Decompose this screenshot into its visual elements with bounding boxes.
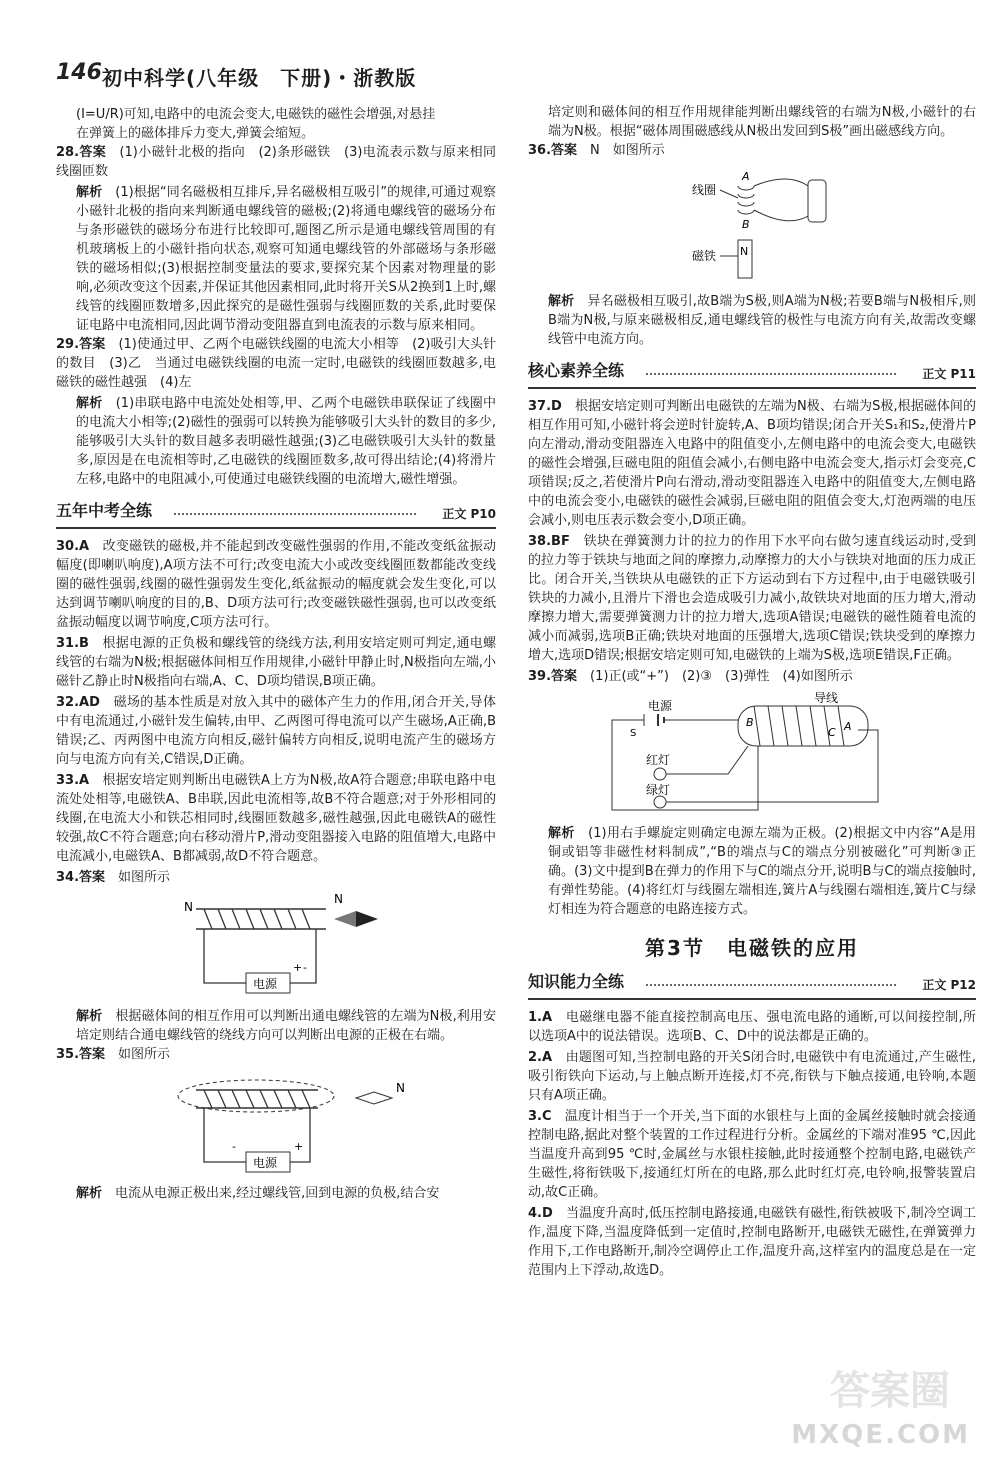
wire-red-lamp [666, 746, 748, 774]
sign-minus: - [303, 961, 307, 974]
answer-number: 39.答案 [528, 669, 578, 684]
wire-right [290, 1108, 310, 1162]
label-green-lamp: 绿灯 [646, 783, 671, 797]
label-wire: 导线 [814, 691, 839, 705]
page-number: 146 [56, 60, 102, 85]
coil-windings [204, 909, 310, 929]
analysis-36 [528, 292, 976, 349]
wire-left [204, 1108, 246, 1162]
sign-plus: + [293, 961, 303, 974]
analysis-label: 解析 [76, 1186, 103, 1201]
analysis-text: 根据磁体间的相互作用可以判断出通电螺线管的左端为N极,利用安培定则结合通电螺线管的绕线方向可以判断出电源的正极在右端。 [76, 1009, 496, 1043]
analysis-label: 解析 [548, 826, 575, 841]
answer-28 [56, 143, 510, 181]
needle-right-half [356, 911, 378, 927]
answer-k2 [528, 1048, 976, 1105]
sign-plus: + [294, 1140, 304, 1153]
section-header-hexin [528, 357, 976, 389]
answer-text: 铁块在弹簧测力计的拉力的作用下水平向右做匀速直线运动时,受到的拉力等于铁块与地面之间的摩擦力,动摩擦力的大小与铁块对地面的压力成正比。闭合开关,当铁块从电磁铁的正下方运动到右下方过程中,由于电磁铁吸引铁块的力减小,且滑片下滑也会造成吸引力减小,故铁块对地面的压力增大,滑动摩擦力增大,需要弹簧测力计的拉力增大,选项A错误;电磁铁的磁性随着电流的减小而减弱,选项B正确;铁块对地面的压强增大,选项C错误;铁块受到的摩擦力增大,选项D错误;根据安培定则可知,电磁铁的上端为S极,选项E错误,F正确。 [528, 534, 976, 663]
answer-37 [528, 397, 976, 530]
section-title: 五年中考全练 [56, 501, 158, 520]
analysis-29 [56, 394, 496, 489]
section-page-ref: 正文 P12 [922, 978, 976, 992]
label-a: A [844, 720, 852, 733]
figure-34-solenoid [56, 891, 496, 1003]
field-line [178, 1080, 334, 1112]
section-dots [646, 984, 896, 986]
section-header-zhongkao [56, 497, 496, 529]
right-column [528, 103, 976, 1282]
analysis-text: 电流从电源正极出来,经过螺线管,回到电源的负极,结合安 [115, 1186, 440, 1201]
label-magnet: 磁铁 [692, 249, 717, 263]
wire-top [754, 179, 808, 186]
answer-k3 [528, 1107, 976, 1202]
intro-line-2: 在弹簧上的磁体排斥力变大,弹簧会缩短。 [76, 126, 315, 141]
answer-k4 [528, 1204, 976, 1280]
answer-text: 当温度升高时,低压控制电路接通,电磁铁有磁性,衔铁被吸下,制冷空调工作,温度下降,当温度降低到一定值时,控制电路断开,电磁铁无磁性,在弹簧弹力作用下,工作电路断开,制冷空调停止工作,温度升高,这样室内的温度总是在一定范围内上下浮动,故选D。 [528, 1206, 976, 1278]
section-title: 核心素养全练 [528, 361, 630, 380]
needle-left-half [334, 911, 356, 927]
analysis-28 [56, 183, 496, 335]
section-title: 知识能力全练 [528, 972, 630, 991]
answer-number: 4.D [528, 1206, 553, 1221]
figure-39-circuit [528, 690, 976, 820]
section-dots [646, 373, 896, 375]
answer-38 [528, 532, 976, 665]
answer-text: 如图所示 [118, 870, 171, 885]
answer-number: 28.答案 [56, 145, 107, 160]
figure-36-coil-magnet [528, 164, 976, 288]
section-header-zhishi [528, 968, 976, 1000]
watermark-logo: 答案圈 [830, 1368, 950, 1414]
label-b: B [742, 218, 750, 231]
wire-left [204, 929, 246, 983]
answer-30 [56, 537, 496, 632]
analysis-label: 解析 [76, 185, 103, 200]
answer-text: 根据安培定则可判断出电磁铁的左端为N极、右端为S极,根据磁体间的相互作用可知,小磁针将会逆时针旋转,A、B项均错误;闭合开关S₁和S₂,使滑片P向左滑动,滑动变阻器连入电路中的阻值变小,左侧电路中的电流会变大,电磁铁的磁性会增强,巨磁电阻的阻值会减小,右侧电路中电流会变大,指示灯会变亮,C项错误;反之,若使滑片P向右滑动,滑动变阻器连入电路中的阻值变大,左侧电路中的电流会变小,电磁铁的磁性会减弱,巨磁电阻的阻值会变大,灯泡两端的电压会减小,则电压表示数会变小,D项正确。 [528, 399, 976, 528]
answer-31 [56, 634, 496, 691]
answer-29 [56, 335, 496, 392]
answer-number: 38.BF [528, 534, 570, 549]
analysis-label: 解析 [548, 294, 575, 309]
answer-text: 如图所示 [118, 1047, 171, 1062]
analysis-label: 解析 [76, 396, 103, 411]
power-source-label: 电源 [253, 1156, 278, 1170]
sign-minus: - [232, 1140, 236, 1153]
label-n: N [740, 245, 749, 258]
analysis-text: (1)串联电路中电流处处相等,甲、乙两个电磁铁串联保证了线圈中的电流大小相等;(2)磁性的强弱可以转换为能够吸引大头针的数目的多少,能够吸引大头针的数目越多表明磁性越强;(3)乙电磁铁吸引大头针的数量多,原因是在电流相等时,乙电磁铁的线圈匝数多,故可得出结论;(4)将滑片左移,电路中的电阻减小,可使通过电磁铁线圈的电流增大,磁性增强。 [76, 396, 496, 487]
answer-number: 33.A [56, 773, 90, 788]
label-c: C [828, 726, 836, 739]
answer-text: (1)使通过甲、乙两个电磁铁线圈的电流大小相等 (2)吸引大头针的数目 (3)乙 当通过电磁铁线圈的电流一定时,电磁铁的线圈匝数越多,电磁铁的磁性越强 (4)左 [56, 337, 496, 390]
label-b: B [746, 716, 754, 729]
answer-35 [56, 1045, 496, 1064]
answer-text: 根据电源的正负极和螺线管的绕线方法,利用安培定则可判定,通电螺线管的右端为N极;根据磁体间相互作用规律,小磁针甲静止时,N极指向左端,小磁针乙静止时N极指向右端,A、C、D项均错误,B项正确。 [56, 636, 496, 689]
wire-green-lamp [666, 730, 878, 802]
analysis-39 [528, 824, 976, 919]
section-heading-3: 第3节 电磁铁的应用 [645, 936, 859, 960]
red-lamp-icon [654, 768, 666, 780]
analysis-text: 异名磁极相互吸引,故B端为S极,则A端为N极;若要B端与N极相斥,则B端为N极,与原来磁极相反,通电螺线管的极性与电流方向有关,故需改变螺线管中电流方向。 [548, 294, 976, 347]
answer-number: 35.答案 [56, 1047, 106, 1062]
answer-number: 1.A [528, 1010, 553, 1025]
answer-text: 由题图可知,当控制电路的开关S闭合时,电磁铁中有电流通过,产生磁性,吸引衔铁向下运动,与上触点断开连接,灯不亮,衔铁与下触点接通,电铃响,本题只有A项正确。 [528, 1050, 976, 1103]
analysis-text: (1)根据“同名磁极相互排斥,异名磁极相互吸引”的规律,可通过观察小磁针北极的指向来判断通电螺线管的磁极;(2)将通电螺线管的磁场分布与条形磁铁的磁场分布进行比较即可,题图乙所示是通电螺线管周围的有机玻璃板上的小磁针指向状态,观察可知通电螺线管的外部磁场与条形磁铁的磁场相似;(3)根据控制变量法的要求,要探究某个因素对物理量的影响,必须改变这个因素,并保证其他因素相同,此时将开关S从2换到1上时,螺线管的线圈匝数增多,因此探究的是磁性强弱与线圈匝数的关系,此时要保证电路中电流相同,因此调节滑动变阻器直到电流表的示数与原来相同。 [76, 185, 496, 333]
section-page-ref: 正文 P11 [922, 367, 976, 381]
power-source-label: 电源 [253, 977, 278, 991]
answer-number: 32.AD [56, 695, 100, 710]
answer-36 [528, 141, 976, 160]
analysis-34 [56, 1007, 496, 1045]
label-s: S [630, 728, 637, 739]
answer-number: 29.答案 [56, 337, 106, 352]
section-dots [174, 513, 416, 515]
answer-text: 改变磁铁的磁极,并不能起到改变磁性强弱的作用,不能改变纸盆振动幅度(即喇叭响度),A项方法不可行;改变电流大小或改变线圈匝数都能改变线圈的磁性强弱,线圈的磁性强弱发生变化,纸盆振动的幅度就会发生变化,可以达到调节喇叭响度的目的,B、D项方法可行;改变磁铁磁性强弱,也可以改变纸盆振动幅度以调节响度,C项方法可行。 [56, 539, 496, 630]
compass-needle [356, 1092, 392, 1104]
label-red-lamp: 红灯 [646, 753, 671, 767]
green-lamp-icon [654, 796, 666, 808]
answer-number: 3.C [528, 1109, 552, 1124]
left-column [56, 105, 510, 1203]
analysis-35-continued: 培定则和磁体间的相互作用规律能判断出螺线管的右端为N极,小磁针的右端为N极。根据“磁体周围磁感线从N极出发回到S极”画出磁感线方向。 [548, 105, 976, 139]
answer-number: 34.答案 [56, 870, 106, 885]
wire-bottom [754, 210, 808, 221]
answer-32 [56, 693, 496, 769]
answer-39 [528, 667, 976, 686]
answer-text: N 如图所示 [590, 143, 665, 158]
answer-k1 [528, 1008, 976, 1046]
analysis-35 [56, 1184, 496, 1203]
answer-text: (1)正(或“+”) (2)③ (3)弹性 (4)如图所示 [590, 669, 853, 684]
label-a: A [742, 170, 750, 183]
answer-number: 36.答案 [528, 143, 578, 158]
analysis-label: 解析 [76, 1009, 103, 1024]
figure-35-solenoid [56, 1068, 496, 1180]
answer-number: 2.A [528, 1050, 553, 1065]
page-header [56, 58, 476, 92]
answer-34 [56, 868, 496, 887]
answer-text: 磁场的基本性质是对放入其中的磁体产生力的作用,闭合开关,导体中有电流通过,小磁针发生偏转,由甲、乙两图可得电流可以产生磁场,A正确,B错误;乙、丙两图中电流方向相反,磁针偏转方向相反,说明电流产生的磁场方向与电流方向有关,C错误,D正确。 [56, 695, 496, 767]
answer-text: 温度计相当于一个开关,当下面的水银柱与上面的金属丝接触时就会接通控制电路,据此对整个装置的工作过程进行分析。金属丝的下端对准95 ℃,因此当温度升高到95 ℃时,金属丝与水银柱接触,此时接通整个控制电路,电磁铁产生磁性,将衔铁吸下,接通红灯所在的电路,那么此时红灯亮,电铃响,报警装置启动,故C正确。 [528, 1109, 976, 1200]
label-source: 电源 [648, 699, 673, 713]
answer-33 [56, 771, 496, 866]
leader-line [720, 190, 738, 198]
answer-number: 37.D [528, 399, 562, 414]
answer-text: 电磁继电器不能直接控制高电压、强电流电路的通断,可以间接控制,所以选项A中的说法错误。选项B、C、D中的说法都是正确的。 [528, 1010, 976, 1044]
coil-windings [738, 186, 754, 214]
answer-text: 根据安培定则判断出电磁铁A上方为N极,故A符合题意;串联电路中电流处处相等,电磁铁A、B串联,因此电流相等,故B不符合题意;对于外形相同的线圈,在电流大小和铁芯相同时,线圈匝数越多,磁性越强,因此电磁铁A的磁性较强,故C不符合题意;向右移动滑片P,滑动变阻器接入电路的阻值增大,电路中电流减小,电磁铁A、B都减弱,故D不符合题意。 [56, 773, 496, 864]
section-page-ref: 正文 P10 [442, 507, 496, 521]
answer-number: 31.B [56, 636, 89, 651]
analysis-text: (1)用右手螺旋定则确定电源左端为正极。(2)根据文中内容“A是用铜或铝等非磁性材料制成”,“B的端点与C的端点分别被磁化”可判断③正确。(3)文中提到B在弹力的作用下与C的端点分开,说明B与C的端点接触时,有弹性势能。(4)将红灯与线圈左端相连,簧片A与线圈右端相连,簧片C与绿灯相连为符合题意的电路连接方式。 [548, 826, 976, 917]
watermark-url: MXQE.COM [791, 1420, 970, 1450]
book-title: 初中科学(八年级 下册)・浙教版 [102, 66, 417, 90]
answer-number: 30.A [56, 539, 90, 554]
label-coil: 线圈 [692, 183, 717, 197]
wire-right [290, 929, 316, 983]
battery [808, 180, 826, 222]
fig-label-n-right: N [334, 892, 343, 906]
switch [632, 714, 644, 726]
fig-label-n-left: N [184, 900, 193, 914]
fig-label-n-right: N [396, 1081, 405, 1095]
answer-text: (1)小磁针北极的指向 (2)条形磁铁 (3)电流表示数与原来相同 线圈匝数 [56, 145, 510, 179]
intro-line-1: (I=U/R)可知,电路中的电流会变大,电磁铁的磁性会增强,对悬挂 [76, 107, 436, 122]
coil-windings [204, 1090, 310, 1108]
